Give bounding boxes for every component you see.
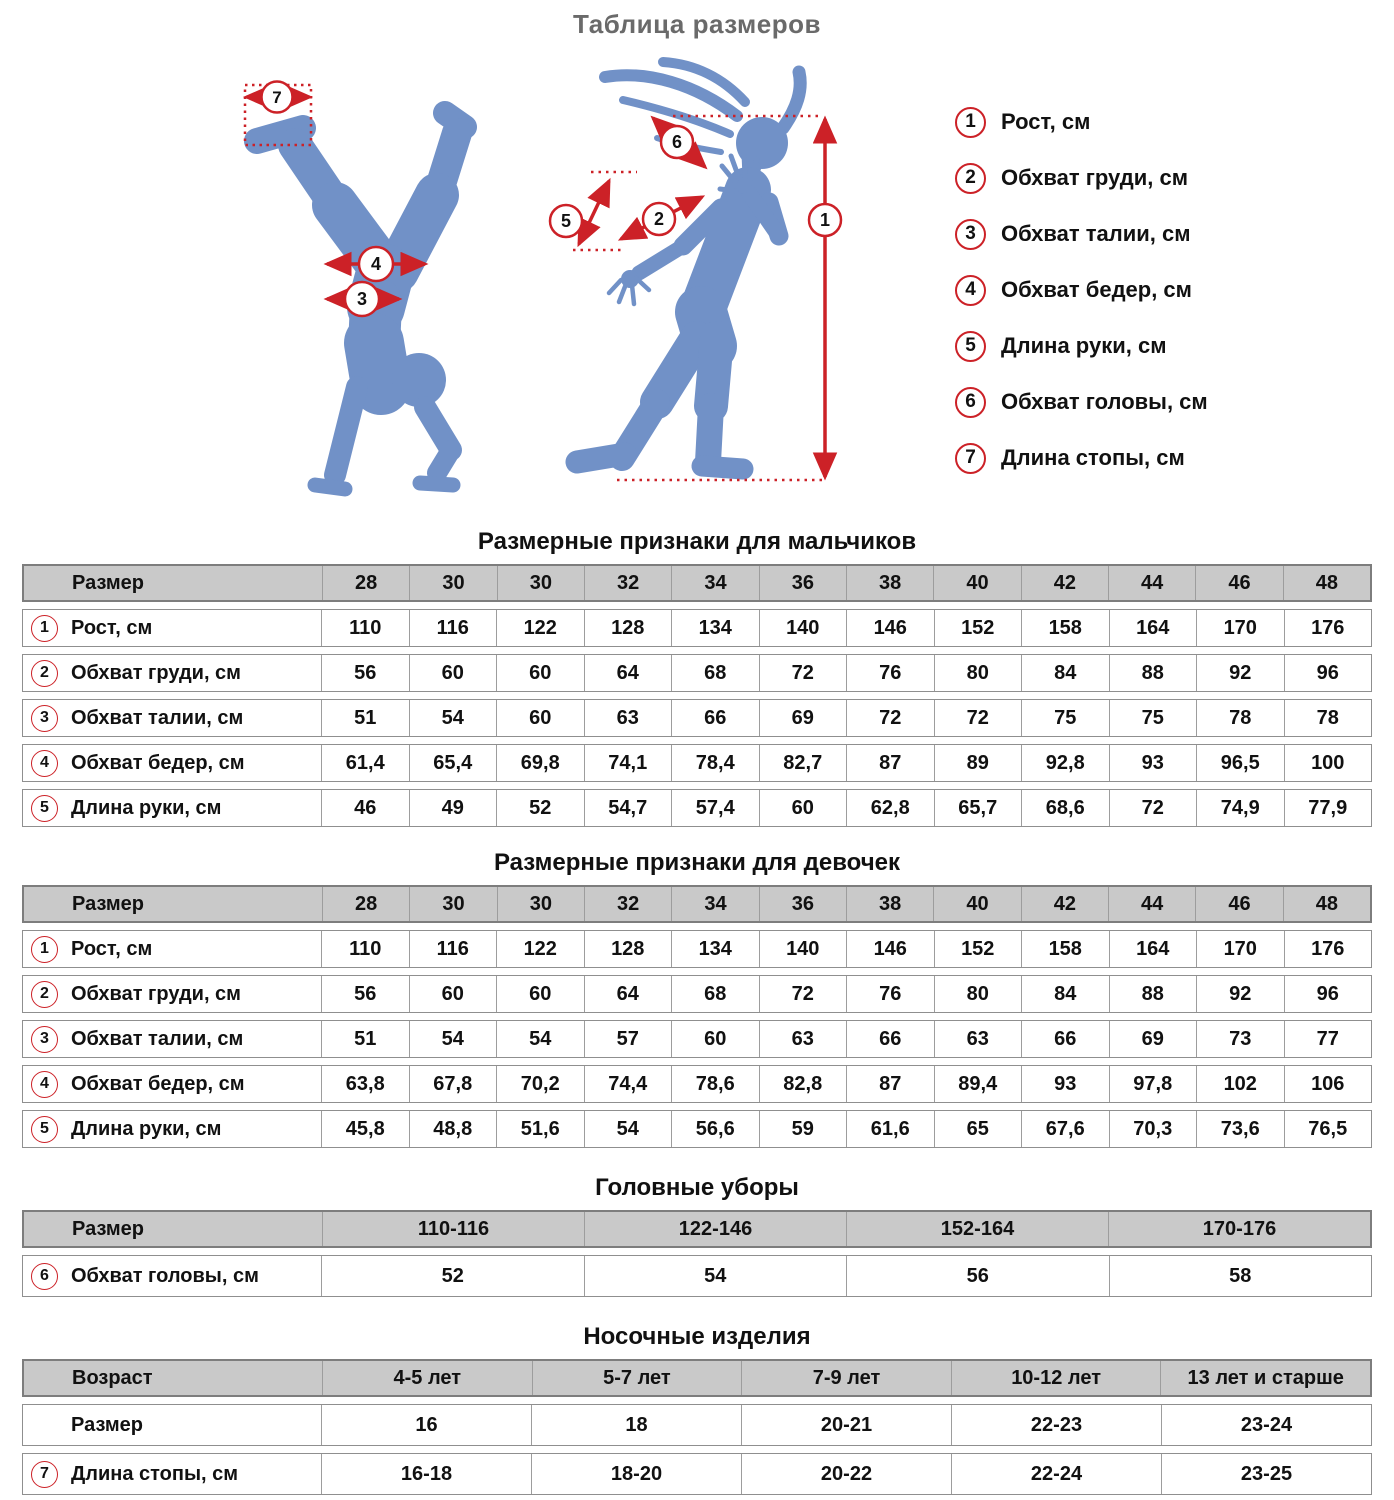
size-header-cell: 40	[933, 566, 1020, 600]
value-cell: 60	[759, 790, 847, 826]
legend-number-badge: 7	[955, 443, 986, 474]
value-cell: 61,6	[846, 1111, 934, 1147]
value-cell: 67,8	[409, 1066, 497, 1102]
row-number-badge: 4	[31, 1071, 58, 1098]
legend-item	[955, 386, 1208, 418]
value-cell: 170	[1196, 931, 1284, 967]
size-header-cell: 30	[409, 887, 496, 921]
value-cell: 146	[846, 931, 934, 967]
row-label-cell	[23, 1066, 321, 1102]
marker-number: 4	[370, 254, 382, 274]
size-header-cell: 32	[584, 566, 671, 600]
value-cell: 73	[1196, 1021, 1284, 1057]
row-number-badge: 4	[31, 750, 58, 777]
row-label: Длина руки, см	[71, 1117, 222, 1140]
size-header-cell: 110-116	[322, 1212, 584, 1246]
value-cell: 63	[584, 700, 672, 736]
value-cell: 68	[671, 976, 759, 1012]
value-cell: 69	[759, 700, 847, 736]
size-header-cell: 48	[1283, 887, 1370, 921]
value-cell: 82,8	[759, 1066, 847, 1102]
marker-number: 1	[819, 210, 831, 230]
row-label: Обхват бедер, см	[71, 1072, 245, 1095]
value-cell: 48,8	[409, 1111, 497, 1147]
value-cell: 74,9	[1196, 790, 1284, 826]
value-cell: 64	[584, 976, 672, 1012]
value-cell: 45,8	[321, 1111, 409, 1147]
legend-number-badge: 6	[955, 387, 986, 418]
size-header-cell: 48	[1283, 566, 1370, 600]
legend-number-badge: 5	[955, 331, 986, 362]
size-header-cell: 30	[497, 887, 584, 921]
value-cell: 68	[671, 655, 759, 691]
table-row	[22, 1110, 1372, 1148]
value-cell: 92	[1196, 655, 1284, 691]
table-header-row	[22, 1210, 1372, 1248]
size-header-cell: 44	[1108, 887, 1195, 921]
measurement-legend	[955, 106, 1208, 474]
value-cell: 54	[584, 1111, 672, 1147]
value-cell: 60	[496, 700, 584, 736]
value-cell: 66	[846, 1021, 934, 1057]
value-cell: 76,5	[1284, 1111, 1372, 1147]
value-cell: 146	[846, 610, 934, 646]
value-cell: 76	[846, 976, 934, 1012]
value-cell: 82,7	[759, 745, 847, 781]
value-cell: 70,2	[496, 1066, 584, 1102]
marker-number: 2	[653, 209, 665, 229]
value-cell: 18-20	[531, 1454, 741, 1494]
row-label: Длина стопы, см	[71, 1462, 239, 1485]
row-label: Обхват головы, см	[71, 1264, 259, 1287]
value-cell: 54	[409, 700, 497, 736]
value-cell: 65,4	[409, 745, 497, 781]
value-cell: 49	[409, 790, 497, 826]
table-row	[22, 609, 1372, 647]
value-cell: 89,4	[934, 1066, 1022, 1102]
value-cell: 74,4	[584, 1066, 672, 1102]
size-header-cell: 42	[1021, 887, 1108, 921]
value-cell: 54	[584, 1256, 847, 1296]
size-header-cell: 13 лет и старше	[1160, 1361, 1370, 1395]
legend-number-badge: 2	[955, 163, 986, 194]
value-cell: 46	[321, 790, 409, 826]
legend-label: Рост, см	[1001, 109, 1091, 134]
value-cell: 100	[1284, 745, 1372, 781]
table-row	[22, 789, 1372, 827]
value-cell: 68,6	[1021, 790, 1109, 826]
row-label-cell	[23, 931, 321, 967]
row-number-badge: 2	[31, 981, 58, 1008]
value-cell: 75	[1021, 700, 1109, 736]
table-row	[22, 1255, 1372, 1297]
value-cell: 52	[321, 1256, 584, 1296]
value-cell: 158	[1021, 931, 1109, 967]
value-cell: 60	[671, 1021, 759, 1057]
value-cell: 66	[671, 700, 759, 736]
value-cell: 176	[1284, 610, 1372, 646]
legend-item	[955, 218, 1208, 250]
row-label: Длина руки, см	[71, 796, 222, 819]
table-header-row	[22, 1359, 1372, 1397]
value-cell: 73,6	[1196, 1111, 1284, 1147]
value-cell: 116	[409, 610, 497, 646]
marker-number: 6	[671, 132, 683, 152]
value-cell: 176	[1284, 931, 1372, 967]
value-cell: 84	[1021, 655, 1109, 691]
row-label: Обхват бедер, см	[71, 751, 245, 774]
standing-girl-figure	[525, 50, 955, 510]
legend-label: Обхват бедер, см	[1001, 277, 1192, 302]
value-cell: 63,8	[321, 1066, 409, 1102]
value-cell: 80	[934, 655, 1022, 691]
value-cell: 67,6	[1021, 1111, 1109, 1147]
size-header-cell: 34	[671, 566, 758, 600]
marker-number: 7	[272, 88, 282, 107]
value-cell: 64	[584, 655, 672, 691]
table-header-row	[22, 564, 1372, 602]
value-cell: 62,8	[846, 790, 934, 826]
value-cell: 128	[584, 610, 672, 646]
value-cell: 61,4	[321, 745, 409, 781]
size-header-cell: 34	[671, 887, 758, 921]
value-cell: 88	[1109, 976, 1197, 1012]
value-cell: 22-24	[951, 1454, 1161, 1494]
value-cell: 128	[584, 931, 672, 967]
value-cell: 63	[759, 1021, 847, 1057]
value-cell: 20-22	[741, 1454, 951, 1494]
row-label: Обхват талии, см	[71, 1027, 244, 1050]
table-row	[22, 1404, 1372, 1446]
size-header-cell: 38	[846, 566, 933, 600]
value-cell: 122	[496, 610, 584, 646]
table-row	[22, 1065, 1372, 1103]
value-cell: 77	[1284, 1021, 1372, 1057]
row-label-cell	[23, 790, 321, 826]
legend-number-badge: 1	[955, 107, 986, 138]
value-cell: 65	[934, 1111, 1022, 1147]
value-cell: 116	[409, 931, 497, 967]
value-cell: 110	[321, 931, 409, 967]
size-header-cell: 32	[584, 887, 671, 921]
row-label-cell	[23, 610, 321, 646]
row-label-cell	[23, 745, 321, 781]
value-cell: 92	[1196, 976, 1284, 1012]
size-header-cell: 36	[759, 566, 846, 600]
girls-table-title: Размерные признаки для девочек	[493, 849, 901, 876]
row-label: Обхват груди, см	[71, 982, 241, 1005]
row-label: Размер	[71, 1413, 144, 1436]
value-cell: 77,9	[1284, 790, 1372, 826]
value-cell: 84	[1021, 976, 1109, 1012]
value-cell: 93	[1109, 745, 1197, 781]
row-label-cell	[23, 1021, 321, 1057]
legend-item	[955, 330, 1208, 362]
legend-item	[955, 442, 1208, 474]
value-cell: 60	[496, 976, 584, 1012]
size-header-cell: 28	[322, 887, 409, 921]
value-cell: 106	[1284, 1066, 1372, 1102]
socks-size-table	[22, 1359, 1372, 1495]
girls-size-table	[22, 885, 1372, 1148]
value-cell: 80	[934, 976, 1022, 1012]
table-header-row	[22, 885, 1372, 923]
value-cell: 16	[321, 1405, 531, 1445]
value-cell: 57	[584, 1021, 672, 1057]
column-header-label: Возраст	[72, 1366, 153, 1389]
value-cell: 54	[496, 1021, 584, 1057]
value-cell: 60	[409, 976, 497, 1012]
size-header-cell: 170-176	[1108, 1212, 1370, 1246]
table-row	[22, 1020, 1372, 1058]
value-cell: 134	[671, 931, 759, 967]
row-number-badge: 5	[31, 795, 58, 822]
row-label: Рост, см	[71, 937, 153, 960]
value-cell: 74,1	[584, 745, 672, 781]
size-header-cell: 7-9 лет	[741, 1361, 951, 1395]
row-number-badge: 6	[31, 1263, 58, 1290]
size-header-cell: 30	[497, 566, 584, 600]
legend-item	[955, 106, 1208, 138]
column-header-label: Размер	[72, 1217, 145, 1240]
value-cell: 69,8	[496, 745, 584, 781]
row-label-cell	[23, 655, 321, 691]
table-row	[22, 744, 1372, 782]
size-header-cell: 38	[846, 887, 933, 921]
table-row	[22, 654, 1372, 692]
value-cell: 72	[846, 700, 934, 736]
value-cell: 52	[496, 790, 584, 826]
value-cell: 56	[321, 655, 409, 691]
row-label-cell	[23, 976, 321, 1012]
value-cell: 78,6	[671, 1066, 759, 1102]
value-cell: 88	[1109, 655, 1197, 691]
table-row	[22, 1453, 1372, 1495]
value-cell: 66	[1021, 1021, 1109, 1057]
column-header-label: Размер	[72, 571, 145, 594]
value-cell: 60	[409, 655, 497, 691]
value-cell: 58	[1109, 1256, 1372, 1296]
size-header-cell: 40	[933, 887, 1020, 921]
size-header-cell: 44	[1108, 566, 1195, 600]
value-cell: 78	[1284, 700, 1372, 736]
value-cell: 164	[1109, 610, 1197, 646]
value-cell: 89	[934, 745, 1022, 781]
row-label-cell	[23, 1256, 321, 1296]
value-cell: 164	[1109, 931, 1197, 967]
figures-illustration	[0, 40, 1394, 512]
column-header-label: Размер	[72, 892, 145, 915]
value-cell: 76	[846, 655, 934, 691]
size-header-cell: 36	[759, 887, 846, 921]
legend-number-badge: 4	[955, 275, 986, 306]
size-header-cell: 4-5 лет	[322, 1361, 532, 1395]
legend-label: Обхват головы, см	[1001, 389, 1208, 414]
row-number-badge: 7	[31, 1461, 58, 1488]
table-row	[22, 699, 1372, 737]
value-cell: 22-23	[951, 1405, 1161, 1445]
value-cell: 110	[321, 610, 409, 646]
value-cell: 134	[671, 610, 759, 646]
value-cell: 152	[934, 931, 1022, 967]
value-cell: 87	[846, 1066, 934, 1102]
value-cell: 65,7	[934, 790, 1022, 826]
row-number-badge: 3	[31, 705, 58, 732]
value-cell: 56,6	[671, 1111, 759, 1147]
value-cell: 20-21	[741, 1405, 951, 1445]
value-cell: 75	[1109, 700, 1197, 736]
girl-silhouette	[577, 62, 800, 469]
value-cell: 87	[846, 745, 934, 781]
value-cell: 54,7	[584, 790, 672, 826]
marker-number: 5	[560, 211, 572, 231]
value-cell: 57,4	[671, 790, 759, 826]
value-cell: 102	[1196, 1066, 1284, 1102]
legend-item	[955, 162, 1208, 194]
value-cell: 152	[934, 610, 1022, 646]
value-cell: 18	[531, 1405, 741, 1445]
boys-table-title: Размерные признаки для мальчиков	[477, 528, 917, 555]
value-cell: 54	[409, 1021, 497, 1057]
row-label-cell	[23, 1405, 321, 1445]
value-cell: 96	[1284, 976, 1372, 1012]
value-cell: 23-24	[1161, 1405, 1371, 1445]
row-number-badge: 5	[31, 1116, 58, 1143]
marker-number: 3	[356, 289, 368, 309]
row-number-badge: 1	[31, 936, 58, 963]
table-row	[22, 930, 1372, 968]
value-cell: 140	[759, 931, 847, 967]
value-cell: 78,4	[671, 745, 759, 781]
value-cell: 158	[1021, 610, 1109, 646]
size-header-cell: 42	[1021, 566, 1108, 600]
value-cell: 72	[759, 655, 847, 691]
value-cell: 92,8	[1021, 745, 1109, 781]
value-cell: 170	[1196, 610, 1284, 646]
size-header-cell: 30	[409, 566, 496, 600]
value-cell: 59	[759, 1111, 847, 1147]
value-cell: 60	[496, 655, 584, 691]
size-header-cell: 46	[1195, 887, 1282, 921]
value-cell: 72	[759, 976, 847, 1012]
size-header-cell: 10-12 лет	[951, 1361, 1161, 1395]
size-header-cell: 152-164	[846, 1212, 1108, 1246]
value-cell: 56	[321, 976, 409, 1012]
headwear-size-table	[22, 1210, 1372, 1297]
value-cell: 97,8	[1109, 1066, 1197, 1102]
size-header-cell: 46	[1195, 566, 1282, 600]
row-number-badge: 2	[31, 660, 58, 687]
table-row	[22, 975, 1372, 1013]
row-label-cell	[23, 1111, 321, 1147]
socks-table-title: Носочные изделия	[583, 1323, 811, 1350]
size-header-cell: 122-146	[584, 1212, 846, 1246]
value-cell: 23-25	[1161, 1454, 1371, 1494]
value-cell: 70,3	[1109, 1111, 1197, 1147]
value-cell: 56	[846, 1256, 1109, 1296]
row-number-badge: 3	[31, 1026, 58, 1053]
value-cell: 78	[1196, 700, 1284, 736]
row-label: Обхват груди, см	[71, 661, 241, 684]
value-cell: 69	[1109, 1021, 1197, 1057]
legend-label: Обхват талии, см	[1001, 221, 1191, 246]
value-cell: 96,5	[1196, 745, 1284, 781]
legend-label: Длина руки, см	[1001, 333, 1167, 358]
value-cell: 72	[934, 700, 1022, 736]
row-label-cell	[23, 1454, 321, 1494]
value-cell: 51	[321, 700, 409, 736]
row-label-cell	[23, 700, 321, 736]
value-cell: 122	[496, 931, 584, 967]
size-header-cell: 28	[322, 566, 409, 600]
value-cell: 16-18	[321, 1454, 531, 1494]
value-cell: 93	[1021, 1066, 1109, 1102]
value-cell: 63	[934, 1021, 1022, 1057]
value-cell: 51,6	[496, 1111, 584, 1147]
value-cell: 51	[321, 1021, 409, 1057]
legend-label: Длина стопы, см	[1001, 445, 1185, 470]
page-title: Таблица размеров	[573, 9, 821, 39]
row-number-badge: 1	[31, 615, 58, 642]
legend-number-badge: 3	[955, 219, 986, 250]
row-label: Рост, см	[71, 616, 153, 639]
headwear-table-title: Головные уборы	[595, 1174, 799, 1201]
value-cell: 96	[1284, 655, 1372, 691]
legend-item	[955, 274, 1208, 306]
boys-size-table	[22, 564, 1372, 827]
row-label: Обхват талии, см	[71, 706, 244, 729]
value-cell: 72	[1109, 790, 1197, 826]
value-cell: 140	[759, 610, 847, 646]
legend-label: Обхват груди, см	[1001, 165, 1188, 190]
size-header-cell: 5-7 лет	[532, 1361, 742, 1395]
